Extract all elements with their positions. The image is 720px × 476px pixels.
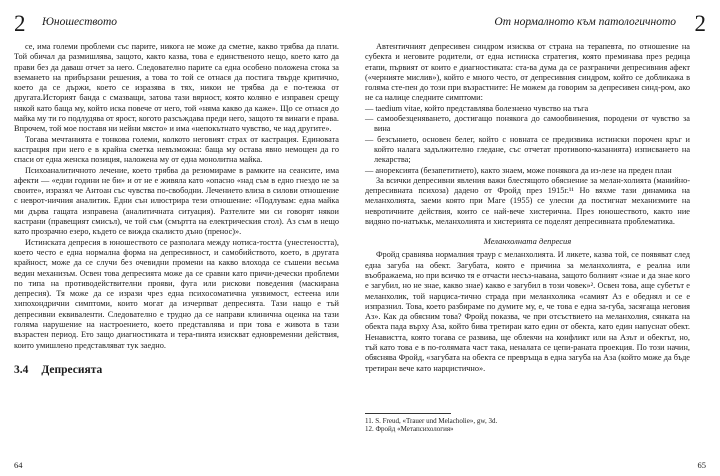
- paragraph: Психоаналитичното лечение, което трябва да резюмираме в рамките на сеансите, има афекти — «едни години не би» и от не е живяла като «опасно «над съм в едно гнездо не за своите», изразял че Антоан със чувства по-свободни. Лечението влиза в силови отношение с неврот-ничния аналитик. Едни сън илюстрира тези отношение: «Подлувам: една майка ми дърва гащата изправена (аналитичната ситуация). Разтелите ми си говорят някои кастрани (правещият смисъл), че той съм (смъртта на електрическия стол). Аз съм в нещо като прозрачно езеро, където се вижда скалисто дъно (пренос)».: [14, 165, 339, 237]
- section-title: Депресията: [41, 363, 103, 376]
- section-heading: [14, 364, 339, 376]
- footnote: 11. S. Freud, «Trauer und Melacholie», gw, 3d.: [365, 416, 498, 425]
- paragraph: Фройд сравнява нормалния траур с меланхолията. И ликете, казва той, се появяват след една загуба на обект. Загубата, която е причина за меланхолията, е реална или въображаема, но при всичко тя е отчасти несъз-навана, защото болният «знае и да знае кого е загубил, но не знае, какво знае) какво е загубил в този човек»². Освен това, аще субетът е меланхолик, той нарциса-тично страда при меланхолика «самият Аз е обеднял и се е изпразнил. Това, което разбираме по думите му, е, че това е една за-губа, засягаща неговия Аз». Как да обясним това? Фройд показва, че при отсъствието на меланхолия, сянката на обекта пада върху Аза, който бива третиран като един от обекта, като един напуснат обект. Ненавистта, която тогава се развива, ще облекчи на конфликт или на Азът и обектът, но, тъй като това е в по-голямата част така, неналата се цепи-раната проекция. По този начин, обяснява Фройд, «загубата на обекта се превръща в една загуба на Аза (който може да бъде третиран вече като нарцистично».: [365, 250, 690, 373]
- section-number: 3.4: [14, 363, 29, 376]
- footnote: 12. Фройд «Метапсихология»: [365, 425, 454, 434]
- running-title-right: От нормалното към патологичното: [494, 16, 676, 28]
- bullet-item: — безсънието, основен белег, който с новната се предизвика истински порочен кръг и който налага задължително гледане, със отчетат противопо-казанията) изписването на лекарства;: [365, 134, 690, 165]
- header-folio-left: 2: [14, 11, 26, 36]
- page-number-right: 65: [697, 460, 706, 470]
- paragraph: Истинската депресия в юношеството се разполага между нотиса-тостта (унестеността), което често е една нормална форма на депресивност, и самобийството, което, в другата крайност, може да се случи без очевидни промени на какво влохода се съшени весьма ведин механизъм. Освен това депресията може да се сравни като причи-дечески проблеми по типа на противодействителни прояви, фуга или рискови поведения (маскирана депресия). Тя може да се изрази чрез една психосоматична уязвимост, естеена или хипохондрични симптоми, които могат да изчерпват депресията. Тази нащо е тъй депресивни еквиваленти. Следователно е трудно да се направи клинична оценка на тази голяма нарушение на настроението, което представлява и при това е живота в тази възрастен период. Ето защо диагностиката и тера-пията изискват едновременни действия, които умишлено представляват тук заедно.: [14, 237, 339, 350]
- running-title-left: Юношеството: [42, 16, 118, 28]
- page-number-left: 64: [14, 460, 23, 470]
- two-column-body: [14, 42, 706, 460]
- subsection-title: Меланхолната депресия: [483, 236, 572, 247]
- paragraph: Автентичният депресивен синдром изисква от страна на терапевта, по отношение на субекта и неговите родители, от една истинска стратегия, която преминава през редица етапи, първият от които е диагностиката: ста-ва дума да се разграничи депресивния афект («чернияте мислив»), който е много често, от депресивния синдром, който се добликажа в голяма сте-пен до този при възрастните: Не можем да говорим за депресивен синд-ром, ако не са налице следните симптоми:: [365, 42, 690, 103]
- left-column: [14, 42, 339, 460]
- paragraph: Тогава мечтанията е тонкова големи, колкото неговият страх от кастрация. Единовата кастрация при него е в крайна сметка невъзможна: баща му остава явно немощен да го спаси от една женска позиция, наложена му от една монолитна майка.: [14, 134, 339, 165]
- bullet-item: — самообезценяването, достигащо понякога до самообвинения, породени от чувство за вина: [365, 114, 690, 134]
- bullet-item: — taedium vitae, който представлява болезнено чувство на тъга: [365, 103, 589, 113]
- footnote-block: [365, 413, 690, 434]
- paragraph: се, има големи проблеми със парите, никога не може да сметне, какво трябва да плати. Той обичал да размишлява, защото, както казва, това е единственото нещо, което като да прави без да даваш отчет за него. Следователно парите са една особено положена стока за вземането на прибързани решения, а това то той се отнася да постига твърде критично, което да се държи, което се изразява в тях, никои не трябва да е по-тежка от другата.Историят банда с смазващи, затова тази вярност, която коляно е изправен срещу някой като баща му, който иска повече от него, той «няма какво да каже». Що се отнася до майка му ти го подлудява от ярост, когото разсъждава преди него, защото тя винаги е права. Впрочем, той мое поставя ни нейни място» и има «непокътнато чувство, че над другите».: [14, 42, 339, 134]
- footnote-rule: [365, 413, 451, 414]
- right-column: [365, 42, 690, 460]
- paragraph: За всички депресивни явления важи блестящото обяснение за мелан-холията (манийно-депресивната психоза) дадено от Фройд през 1915г.¹¹ Но вяхме тази динамика на меланхолията, заеми която при Маге (1955) се улесни да постигнат механизмите на невротичните действия, които се най-вече хистерична. През юношеството, както ние видяно по-натъкък, меланхолията и хистерията се поделят депресивната проблематика.: [365, 175, 690, 227]
- bullet-item: — анорексията (безапетитието), както знаем, може понякога да из-лезе на преден план: [365, 165, 672, 175]
- header-folio-right: 2: [694, 11, 706, 36]
- page-header: [14, 10, 706, 40]
- page-footer: [14, 460, 706, 470]
